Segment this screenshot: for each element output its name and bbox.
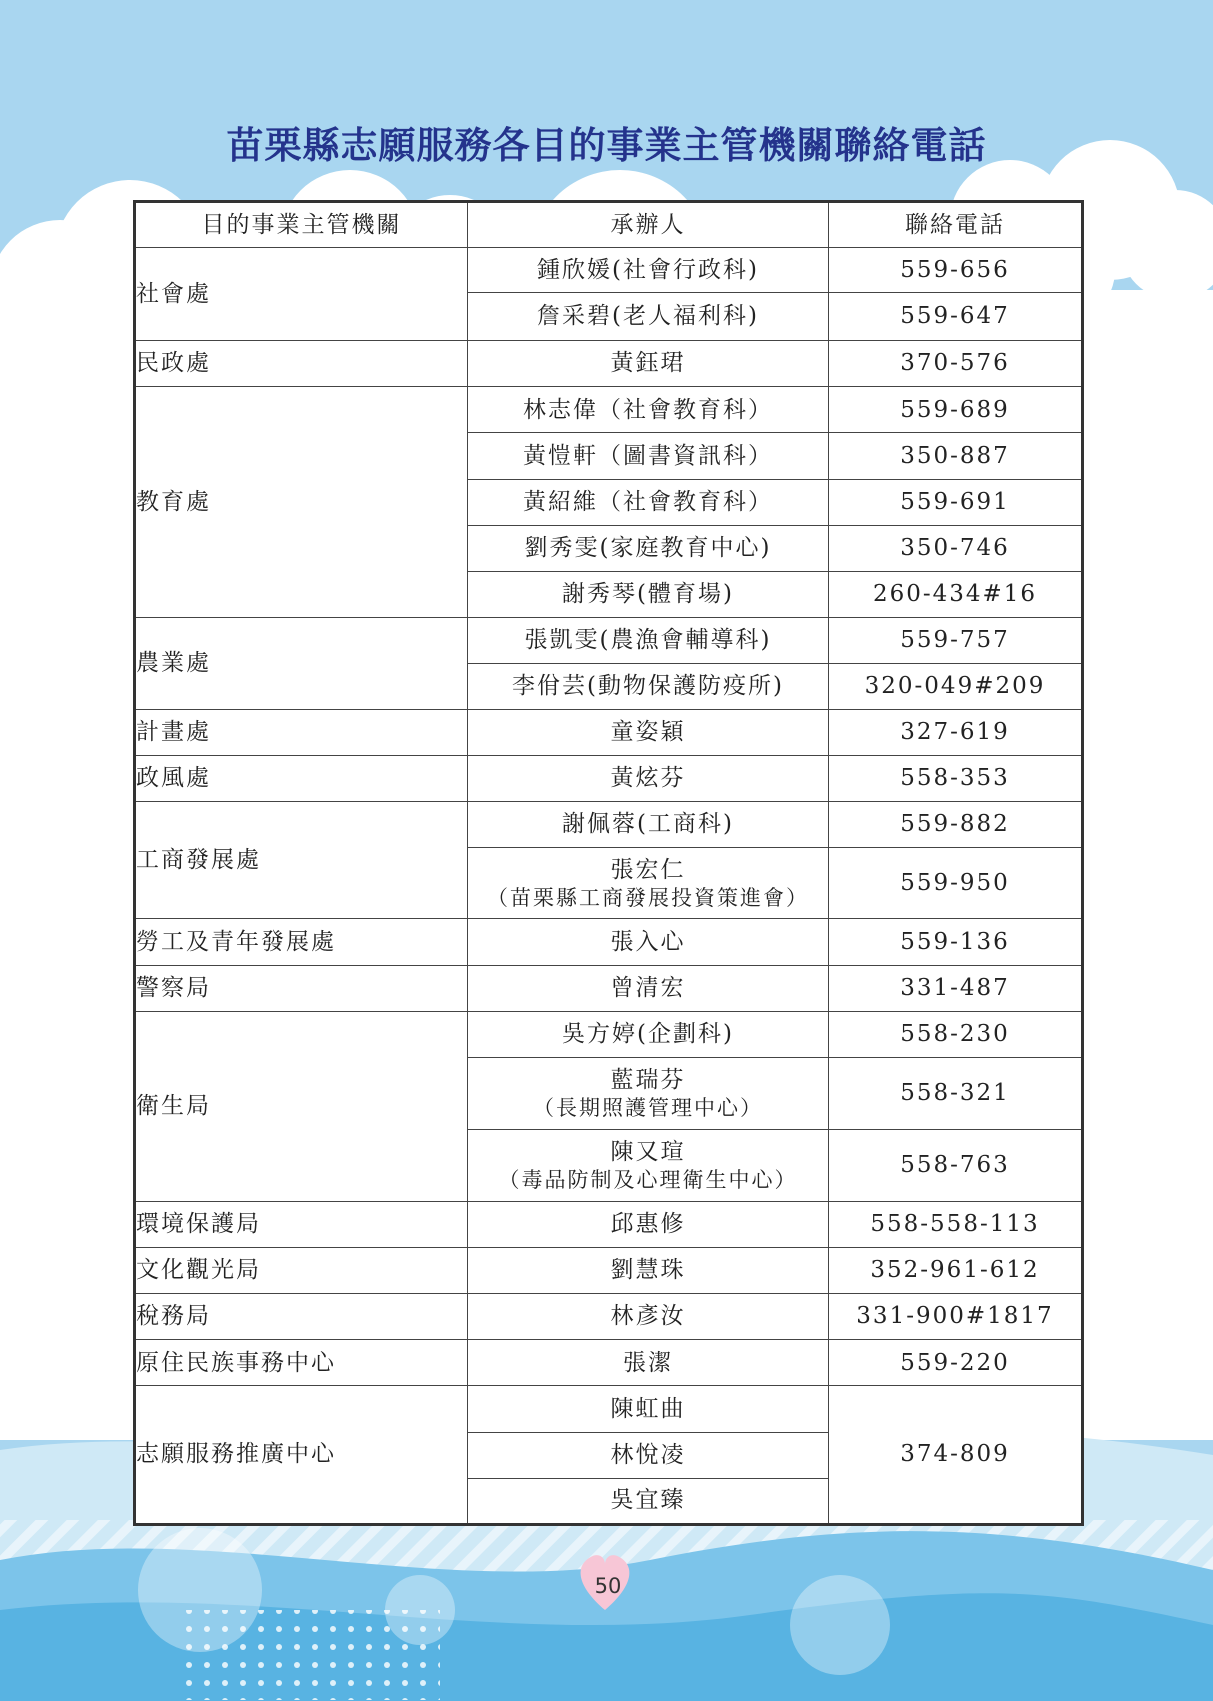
dept-cell: 志願服務推廣中心	[135, 1386, 468, 1525]
contacts-table	[133, 200, 1084, 1526]
phone-cell: 260-434#16	[829, 571, 1083, 617]
table-row	[135, 1386, 1083, 1432]
person-cell: 劉秀雯(家庭教育中心)	[468, 525, 829, 571]
person-cell: 張入心	[468, 919, 829, 965]
table-row	[135, 617, 1083, 663]
table-header-row	[135, 202, 1083, 248]
person-name: 藍瑞芬	[610, 1066, 686, 1093]
table-row	[135, 1011, 1083, 1057]
table-row	[135, 248, 1083, 293]
phone-cell: 559-757	[829, 617, 1083, 663]
phone-cell: 558-321	[829, 1057, 1083, 1129]
phone-cell: 374-809	[829, 1386, 1083, 1525]
person-cell: 張凱雯(農漁會輔導科)	[468, 617, 829, 663]
header-person: 承辦人	[468, 202, 829, 248]
person-cell	[468, 848, 829, 919]
dept-cell: 環境保護局	[135, 1202, 468, 1248]
header-dept: 目的事業主管機關	[135, 202, 468, 248]
dept-cell: 衛生局	[135, 1011, 468, 1201]
person-cell: 鍾欣媛(社會行政科)	[468, 248, 829, 293]
phone-cell: 559-882	[829, 802, 1083, 848]
phone-cell: 558-558-113	[829, 1202, 1083, 1248]
person-cell	[468, 1057, 829, 1129]
phone-cell: 350-746	[829, 525, 1083, 571]
person-cell: 林彥汝	[468, 1294, 829, 1340]
table-row	[135, 802, 1083, 848]
person-cell: 黃愷軒（圖書資訊科）	[468, 433, 829, 479]
person-cell: 李佾芸(動物保護防疫所)	[468, 663, 829, 709]
phone-cell: 559-691	[829, 479, 1083, 525]
person-cell	[468, 1129, 829, 1201]
table-row	[135, 1294, 1083, 1340]
person-cell: 陳虹曲	[468, 1386, 829, 1432]
dept-cell: 文化觀光局	[135, 1248, 468, 1294]
person-cell: 林志偉（社會教育科）	[468, 387, 829, 433]
person-cell: 謝佩蓉(工商科)	[468, 802, 829, 848]
dept-cell: 民政處	[135, 341, 468, 387]
dept-cell: 工商發展處	[135, 802, 468, 919]
person-cell: 童姿穎	[468, 710, 829, 756]
phone-cell: 559-136	[829, 919, 1083, 965]
dept-cell: 社會處	[135, 248, 468, 341]
person-cell: 曾清宏	[468, 965, 829, 1011]
person-cell: 林悅凌	[468, 1432, 829, 1478]
person-cell: 黃紹維（社會教育科）	[468, 479, 829, 525]
table-row	[135, 965, 1083, 1011]
page-title: 苗栗縣志願服務各目的事業主管機關聯絡電話	[226, 124, 987, 167]
dept-cell: 警察局	[135, 965, 468, 1011]
phone-cell: 327-619	[829, 710, 1083, 756]
phone-cell: 331-487	[829, 965, 1083, 1011]
phone-cell: 559-656	[829, 248, 1083, 293]
person-cell: 黃鈺珺	[468, 341, 829, 387]
phone-cell: 559-647	[829, 293, 1083, 341]
dept-cell: 政風處	[135, 756, 468, 802]
table-row	[135, 1340, 1083, 1386]
dept-cell: 勞工及青年發展處	[135, 919, 468, 965]
table-row	[135, 919, 1083, 965]
phone-cell: 350-887	[829, 433, 1083, 479]
table-row	[135, 756, 1083, 802]
dept-cell: 稅務局	[135, 1294, 468, 1340]
phone-cell: 559-950	[829, 848, 1083, 919]
table-row	[135, 1248, 1083, 1294]
person-cell: 吳方婷(企劃科)	[468, 1011, 829, 1057]
phone-cell: 559-220	[829, 1340, 1083, 1386]
phone-cell: 352-961-612	[829, 1248, 1083, 1294]
person-cell: 吳宜臻	[468, 1478, 829, 1524]
phone-cell: 558-763	[829, 1129, 1083, 1201]
phone-cell: 370-576	[829, 341, 1083, 387]
person-cell: 詹采碧(老人福利科)	[468, 293, 829, 341]
phone-cell: 331-900#1817	[829, 1294, 1083, 1340]
person-cell: 黃炫芬	[468, 756, 829, 802]
phone-cell: 320-049#209	[829, 663, 1083, 709]
table-row	[135, 341, 1083, 387]
phone-cell: 558-353	[829, 756, 1083, 802]
person-unit: （長期照護管理中心）	[533, 1095, 763, 1120]
table-row	[135, 710, 1083, 756]
dept-cell: 計畫處	[135, 710, 468, 756]
person-unit: （苗栗縣工商發展投資策進會）	[487, 885, 809, 910]
dept-cell: 原住民族事務中心	[135, 1340, 468, 1386]
person-name: 陳又瑄	[610, 1138, 686, 1165]
person-cell: 劉慧珠	[468, 1248, 829, 1294]
person-name: 張宏仁	[610, 856, 686, 883]
table-row	[135, 1202, 1083, 1248]
page-number: 50	[594, 1574, 622, 1598]
person-cell: 邱惠修	[468, 1202, 829, 1248]
table-row	[135, 387, 1083, 433]
header-phone: 聯絡電話	[829, 202, 1083, 248]
person-unit: （毒品防制及心理衛生中心）	[498, 1167, 798, 1192]
dept-cell: 教育處	[135, 387, 468, 617]
phone-cell: 558-230	[829, 1011, 1083, 1057]
dept-cell: 農業處	[135, 617, 468, 709]
phone-cell: 559-689	[829, 387, 1083, 433]
person-cell: 謝秀琴(體育場)	[468, 571, 829, 617]
person-cell: 張潔	[468, 1340, 829, 1386]
